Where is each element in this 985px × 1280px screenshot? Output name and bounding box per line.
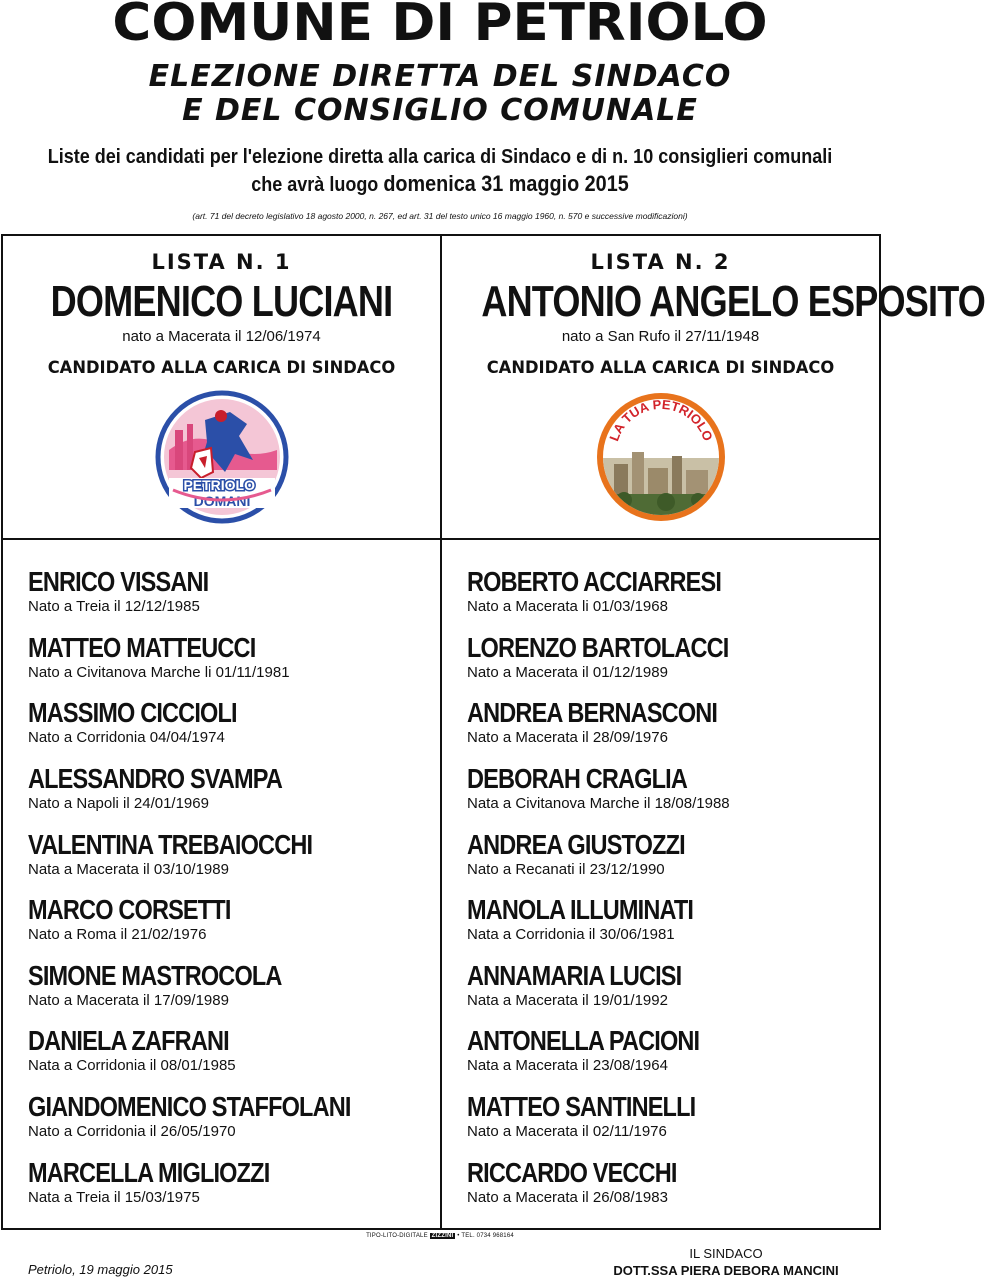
logo-text-la-tua-petriolo: LA TUA PETRIOLO	[606, 396, 716, 444]
list-item	[467, 1157, 867, 1207]
councillor-name: ANDREA GIUSTOZZI	[467, 829, 685, 860]
signer-role: IL SINDACO	[689, 1246, 763, 1261]
councillor-name: SIMONE MASTROCOLA	[28, 960, 282, 991]
mayor-candidate-role: CANDIDATO ALLA CARICA DI SINDACO	[47, 358, 396, 378]
list-item	[467, 763, 867, 813]
printer-credit	[0, 1233, 880, 1239]
list-2-header	[442, 236, 985, 538]
councillor-birth: Nato a Macerata il 28/09/1976	[467, 729, 668, 746]
list-2-councillors	[442, 540, 879, 1228]
list-item	[467, 697, 867, 747]
list-item	[28, 894, 428, 944]
councillor-birth: Nata a Macerata il 19/01/1992	[467, 992, 668, 1009]
councillor-name: LORENZO BARTOLACCI	[467, 632, 729, 663]
mayor-candidate-name: DOMENICO LUCIANI	[50, 277, 393, 326]
councillor-name: MARCELLA MIGLIOZZI	[28, 1157, 270, 1188]
list-item	[28, 763, 428, 813]
councillor-birth: Nato a Corridonia il 26/05/1970	[28, 1123, 236, 1140]
petriolo-domani-logo	[155, 390, 289, 524]
councillor-name: ANNAMARIA LUCISI	[467, 960, 682, 991]
councillor-birth: Nato a Macerata il 01/12/1989	[467, 664, 668, 681]
intro-line2	[44, 172, 836, 197]
mayor-candidate-name: ANTONIO ANGELO ESPOSITO	[481, 277, 985, 326]
councillor-name: VALENTINA TREBAIOCCHI	[28, 829, 313, 860]
logo-text-domani: DOMANI	[193, 493, 251, 509]
councillor-name: DEBORAH CRAGLIA	[467, 763, 687, 794]
logo-text-petriolo: PETRIOLO	[183, 477, 255, 493]
list-item	[467, 632, 867, 682]
list-number: LISTA N. 2	[590, 250, 731, 274]
list-item	[28, 960, 428, 1010]
councillor-birth: Nato a Napoli il 24/01/1969	[28, 795, 209, 812]
councillor-name: MARCO CORSETTI	[28, 894, 231, 925]
list-item	[28, 829, 428, 879]
list-1-councillors	[3, 540, 440, 1228]
la-tua-petriolo-logo	[594, 390, 728, 524]
councillor-birth: Nato a Recanati il 23/12/1990	[467, 861, 665, 878]
list-item	[467, 1091, 867, 1141]
councillor-birth: Nato a Roma il 21/02/1976	[28, 926, 207, 943]
councillor-name: GIANDOMENICO STAFFOLANI	[28, 1091, 351, 1122]
list-item	[467, 1025, 867, 1075]
candidate-grid	[1, 234, 985, 1230]
councillor-name: ANDREA BERNASCONI	[467, 697, 718, 728]
councillor-birth: Nata a Corridonia il 30/06/1981	[467, 926, 675, 943]
councillor-name: RICCARDO VECCHI	[467, 1157, 677, 1188]
councillor-name: MATTEO SANTINELLI	[467, 1091, 696, 1122]
intro-line2-prefix: che avrà luogo	[251, 174, 379, 196]
mayor-candidate-birth: nato a Macerata il 12/06/1974	[122, 328, 321, 345]
councillor-name: ALESSANDRO SVAMPA	[28, 763, 283, 794]
list-item	[28, 1091, 428, 1141]
municipality-title: COMUNE DI PETRIOLO	[112, 0, 768, 53]
election-subtitle-line1: ELEZIONE DIRETTA DEL SINDACO	[148, 59, 732, 94]
election-subtitle-line2: E DEL CONSIGLIO COMUNALE	[182, 93, 698, 128]
signer-name: DOTT.SSA PIERA DEBORA MANCINI	[613, 1263, 839, 1278]
list-item	[28, 1025, 428, 1075]
councillor-name: MATTEO MATTEUCCI	[28, 632, 256, 663]
mayor-signature-block	[596, 1246, 856, 1278]
poster-header	[0, 0, 880, 234]
councillor-birth: Nato a Macerata il 02/11/1976	[467, 1123, 667, 1140]
councillor-name: MASSIMO CICCIOLI	[28, 697, 237, 728]
councillor-birth: Nata a Treia il 15/03/1975	[28, 1189, 200, 1206]
list-item	[467, 894, 867, 944]
councillor-birth: Nata a Macerata il 03/10/1989	[28, 861, 229, 878]
list-item	[467, 566, 867, 616]
councillor-birth: Nata a Corridonia il 08/01/1985	[28, 1057, 236, 1074]
councillor-name: MANOLA ILLUMINATI	[467, 894, 694, 925]
councillor-name: ROBERTO ACCIARRESI	[467, 566, 722, 597]
list-item	[28, 697, 428, 747]
list-item	[28, 566, 428, 616]
printer-brand: ZIZZINI	[431, 1233, 454, 1239]
councillor-birth: Nato a Macerata li 01/03/1968	[467, 598, 668, 615]
printer-phone: • TEL. 0734 968164	[457, 1233, 514, 1239]
councillor-name: ENRICO VISSANI	[28, 566, 209, 597]
list-item	[28, 632, 428, 682]
printer-prefix: TIPO-LITO-DIGITALE	[366, 1233, 428, 1239]
councillor-birth: Nato a Macerata il 17/09/1989	[28, 992, 229, 1009]
councillor-birth: Nato a Corridonia 04/04/1974	[28, 729, 225, 746]
intro-line1: Liste dei candidati per l'elezione diretta alla carica di Sindaco e di n. 10 consiglieri comunali	[47, 146, 833, 168]
councillor-birth: Nato a Macerata il 26/08/1983	[467, 1189, 668, 1206]
list-item	[467, 829, 867, 879]
councillor-birth: Nata a Macerata il 23/08/1964	[467, 1057, 668, 1074]
election-date: domenica 31 maggio 2015	[383, 171, 629, 196]
mayor-candidate-birth: nato a San Rufo il 27/11/1948	[561, 328, 760, 345]
councillor-birth: Nato a Civitanova Marche li 01/11/1981	[28, 664, 290, 681]
councillor-birth: Nata a Civitanova Marche il 18/08/1988	[467, 795, 730, 812]
councillor-name: ANTONELLA PACIONI	[467, 1025, 700, 1056]
councillor-name: DANIELA ZAFRANI	[28, 1025, 229, 1056]
list-item	[467, 960, 867, 1010]
legal-note: (art. 71 del decreto legislativo 18 agosto 2000, n. 267, ed art. 31 del testo unico 16 maggio 1960, n. 570 e successive modificazioni)	[192, 211, 688, 221]
list-number: LISTA N. 1	[151, 250, 292, 274]
issue-date-place: Petriolo, 19 maggio 2015	[28, 1262, 173, 1277]
list-item	[28, 1157, 428, 1207]
councillor-birth: Nato a Treia il 12/12/1985	[28, 598, 200, 615]
list-1-header	[3, 236, 440, 538]
mayor-candidate-role: CANDIDATO ALLA CARICA DI SINDACO	[486, 358, 835, 378]
